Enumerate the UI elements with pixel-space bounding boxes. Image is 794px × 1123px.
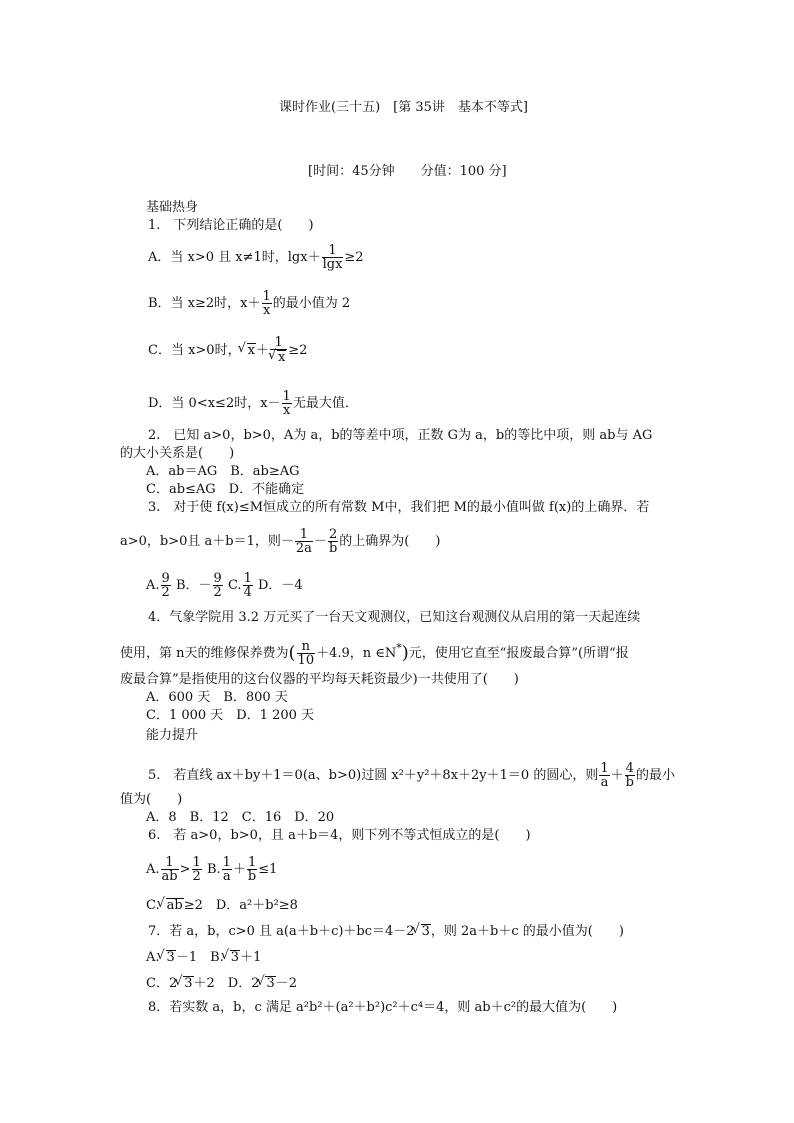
denominator: lgx	[322, 257, 343, 272]
fraction	[599, 762, 609, 789]
fraction	[262, 290, 272, 317]
radical: √ ab	[166, 898, 184, 913]
text: A．当 x>0 且 x≠1时，lgx＋	[148, 250, 321, 265]
fraction	[161, 856, 179, 883]
question-5-line-1	[148, 762, 675, 789]
fraction	[295, 528, 313, 555]
question-1-option-b	[148, 290, 350, 317]
text: ＋4.9，n ∈N	[316, 646, 397, 661]
question-7-options-cd	[146, 976, 297, 992]
numerator: 1	[282, 389, 291, 404]
denominator: 2a	[295, 541, 312, 556]
question-2-options-cd: C．ab≤AG D．不能确定	[146, 482, 305, 497]
denominator: 2	[192, 869, 201, 884]
numerator: 1	[270, 336, 287, 350]
fraction	[625, 762, 635, 789]
exam-meta: [时间：45分钟 分值：100 分]	[308, 164, 507, 179]
radical: √ x	[277, 350, 286, 365]
text: C．当 x>0时，	[148, 343, 241, 358]
numerator: 2	[328, 527, 338, 542]
question-5-line-2: 值为( )	[120, 792, 183, 807]
text: －	[313, 534, 327, 549]
denominator: b	[625, 775, 634, 790]
text: ＋	[232, 862, 246, 877]
page-title: 课时作业(三十五) [第 35讲 基本不等式]	[279, 100, 528, 115]
numerator: 4	[625, 761, 634, 776]
paren: )	[401, 642, 409, 664]
denominator: 2	[161, 585, 170, 600]
text: 元，使用它直至“报废最合算”(所谓“报	[408, 646, 629, 661]
numerator: n	[297, 640, 316, 654]
numerator: 9	[161, 571, 170, 586]
text: 的最小	[635, 768, 675, 783]
question-7-stem	[148, 924, 624, 940]
question-3-options	[146, 572, 303, 599]
radical: √ x	[247, 343, 256, 358]
question-1-option-d	[148, 390, 358, 417]
question-6-options-cd	[146, 898, 298, 914]
fraction	[328, 528, 338, 555]
question-1-option-c	[148, 336, 307, 365]
question-3-stem: 3. 对于使 f(x)≤M恒成立的所有常数 M中，我们把 M的最小值叫做 f(x)的上确界．若	[148, 500, 650, 515]
question-2-stem: 2. 已知 a>0，b>0，A为 a，b的等差中项，正数 G为 a，b的等比中项，则 ab与 AG	[148, 428, 653, 443]
text: A.	[146, 862, 160, 877]
section-heading-advanced: 能力提升	[146, 728, 199, 743]
text: ＋	[255, 343, 269, 358]
fraction	[247, 856, 257, 883]
text: ≤1	[258, 862, 278, 877]
fraction	[297, 640, 316, 667]
fraction	[322, 244, 344, 271]
numerator: 1	[295, 528, 313, 542]
denominator: x	[262, 303, 271, 318]
question-7-options-ab	[146, 950, 261, 966]
question-6-stem: 6. 若 a>0，b>0，且 a＋b＝4，则下列不等式恒成立的是( )	[148, 828, 531, 843]
question-2-stem-cont: 的大小关系是( )	[120, 446, 235, 461]
fraction	[213, 572, 223, 599]
radical: √ 3	[230, 950, 240, 965]
text: 5. 若直线 ax＋by＋1＝0(a、b>0)过圆 x²＋y²＋8x＋2y＋1＝0 的圆心，则	[148, 768, 599, 783]
numerator: 1	[262, 289, 271, 304]
text: 无最大值．	[292, 396, 358, 411]
question-4-line-3: 废最合算”是指使用的这台仪器的平均每天耗资最少)一共使用了( )	[120, 672, 519, 687]
text: B．当 x≥2时，x＋	[148, 296, 261, 311]
denominator: a	[600, 775, 609, 790]
text: 的最小值为 2	[272, 296, 351, 311]
text: C．2	[146, 976, 178, 991]
question-5-options: A．8 B．12 C．16 D．20	[146, 810, 335, 825]
text: 7．若 a，b，c>0 且 a(a＋b＋c)＋bc＝4－2	[148, 924, 415, 939]
question-1-option-a	[148, 244, 364, 271]
text: D．－4	[257, 578, 303, 593]
text: ＋1	[240, 950, 262, 965]
radical: √ 3	[183, 976, 193, 991]
numerator: 1	[247, 855, 257, 870]
fraction	[282, 390, 292, 417]
numerator: 9	[213, 571, 222, 586]
denominator: ab	[161, 869, 178, 884]
text: ≥2 D．a²＋b²≥8	[183, 898, 298, 913]
paren: (	[288, 642, 296, 664]
denominator: a	[222, 869, 231, 884]
section-heading-basic: 基础热身	[146, 200, 199, 215]
fraction	[192, 856, 202, 883]
text: C.	[146, 898, 160, 913]
text: D．当 0<x≤2时，x－	[148, 396, 281, 411]
question-6-options-ab	[146, 856, 277, 883]
fraction	[270, 336, 287, 365]
radical: √ 3	[166, 950, 176, 965]
denominator	[270, 350, 287, 365]
fraction	[222, 856, 232, 883]
question-2-options-ab: A．ab＝AG B．ab≥AG	[146, 464, 300, 479]
text: 使用，第 n天的维修保养费为	[120, 646, 289, 661]
text: B．－	[175, 578, 212, 593]
numerator: 1	[243, 571, 252, 586]
denominator: x	[283, 403, 291, 418]
denominator: 4	[243, 585, 252, 600]
denominator: 10	[297, 653, 315, 668]
text: ＋2 D．2	[193, 976, 260, 991]
question-3-line-2	[120, 528, 440, 555]
text: －1 B.	[175, 950, 224, 965]
text: C.	[227, 578, 242, 593]
question-1-stem: 1. 下列结论正确的是( )	[148, 218, 314, 233]
fraction	[243, 572, 253, 599]
text: －2	[275, 976, 298, 991]
radical: √ 3	[421, 924, 431, 939]
text: ，则 2a＋b＋c 的最小值为( )	[430, 924, 624, 939]
numerator: 1	[192, 855, 201, 870]
numerator: 1	[600, 761, 609, 776]
radical: √ 3	[265, 976, 275, 991]
numerator: 1	[222, 855, 231, 870]
text: 的上确界为( )	[339, 534, 441, 549]
text: A.	[146, 950, 160, 965]
question-4-stem: 4．气象学院用 3.2 万元买了一台天文观测仪，已知这台观测仪从启用的第一天起连续	[148, 610, 641, 625]
text: a>0，b>0且 a＋b＝1，则－	[120, 534, 294, 549]
superscript: *	[396, 641, 402, 655]
fraction	[161, 572, 171, 599]
text: B.	[206, 862, 221, 877]
text: A.	[146, 578, 160, 593]
denominator: 2	[213, 585, 222, 600]
text: ≥2	[288, 343, 308, 358]
text: ≥2	[344, 250, 364, 265]
question-8-stem: 8．若实数 a，b，c 满足 a²b²＋(a²＋b²)c²＋c⁴＝4，则 ab＋c²的最大值为( )	[148, 1000, 618, 1015]
numerator: 1	[161, 856, 179, 870]
question-4-line-2	[120, 640, 629, 667]
numerator: 1	[322, 244, 344, 258]
text: >	[179, 862, 191, 877]
denominator: b	[328, 541, 338, 556]
text: ＋	[610, 768, 624, 783]
denominator: b	[247, 869, 257, 884]
question-4-options-ab: A．600 天 B．800 天	[146, 690, 288, 705]
question-4-options-cd: C．1 000 天 D．1 200 天	[146, 708, 315, 723]
